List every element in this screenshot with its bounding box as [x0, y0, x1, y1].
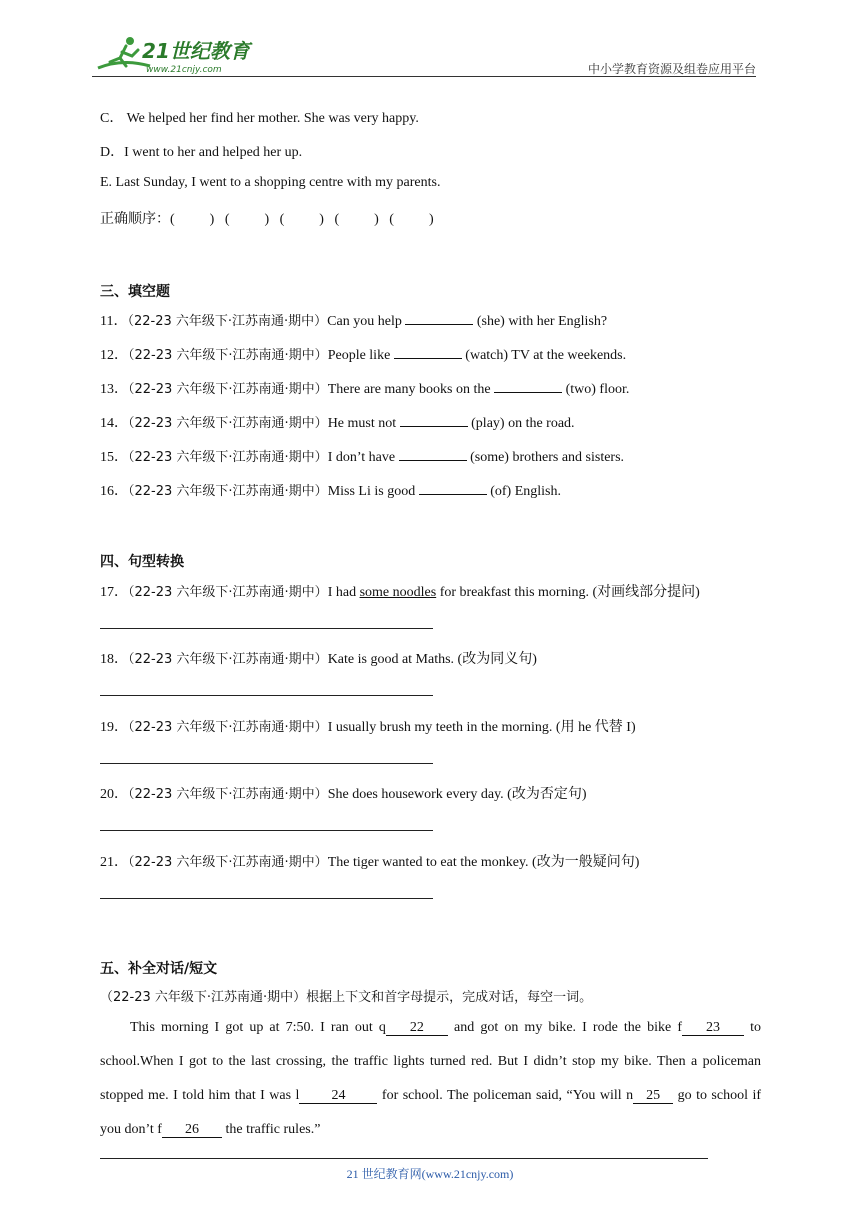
- question-14: [100, 412, 575, 432]
- answer-blank[interactable]: [399, 448, 467, 461]
- question-source: （22-23 六年级下·江苏南通·期中）: [128, 787, 328, 802]
- order-answer: 正确顺序：( ) ( ) ( ) ( ) ( ): [100, 212, 434, 227]
- section-5-instruction: （22-23 六年级下·江苏南通·期中）根据上下文和首字母提示，完成对话，每空一词。: [100, 990, 593, 1005]
- answer-blank[interactable]: [405, 312, 473, 325]
- question-number: 16．: [100, 484, 128, 499]
- passage-text: the traffic rules.”: [221, 1122, 321, 1137]
- question-20: [100, 783, 587, 803]
- question-text: (of) English.: [490, 484, 561, 499]
- question-17: [100, 581, 700, 601]
- question-text: (some) brothers and sisters.: [470, 450, 625, 465]
- question-text: for breakfast this morning. (对画线部分提问): [436, 585, 700, 600]
- question-number: 14．: [100, 416, 128, 431]
- option-e: E. Last Sunday, I went to a shopping centre with my parents.: [100, 175, 441, 190]
- question-text: She does housework every day. (改为否定句): [327, 787, 587, 802]
- question-text: I don’t have: [327, 450, 399, 465]
- answer-line[interactable]: [100, 898, 433, 899]
- passage-text: go to school if you don’t f: [100, 1088, 762, 1137]
- blank-22[interactable]: 22: [386, 1021, 448, 1036]
- platform-name: 中小学教育资源及组卷应用平台: [587, 62, 756, 76]
- question-text: (watch) TV at the weekends.: [465, 348, 627, 363]
- question-source: （22-23 六年级下·江苏南通·期中）: [128, 382, 328, 397]
- option-c: C． We helped her find her mother. She was very happy.: [100, 111, 419, 126]
- logo-title: 21世纪教育: [142, 39, 250, 63]
- option-d: D．I went to her and helped her up.: [100, 145, 303, 160]
- underlined-phrase: some noodles: [359, 585, 437, 600]
- question-number: 20．: [100, 787, 128, 802]
- question-text: He must not: [327, 416, 400, 431]
- blank-23[interactable]: 23: [682, 1021, 744, 1036]
- header-divider: [92, 76, 756, 77]
- passage-text: This morning I got up at 7:50. I ran out q: [130, 1020, 386, 1035]
- section-3-title: 三、填空题: [100, 284, 170, 300]
- section-4-title: 四、句型转换: [100, 554, 184, 570]
- answer-blank[interactable]: [394, 346, 462, 359]
- question-text: (two) floor.: [565, 382, 630, 397]
- question-number: 19．: [100, 720, 128, 735]
- question-source: （22-23 六年级下·江苏南通·期中）: [127, 314, 328, 329]
- answer-line[interactable]: [100, 830, 433, 831]
- blank-25[interactable]: 25: [633, 1089, 673, 1104]
- footer-link[interactable]: 21 世纪教育网(www.21cnjy.com): [346, 1167, 514, 1181]
- question-15: [100, 446, 624, 466]
- question-18: [100, 648, 537, 668]
- question-text: Kate is good at Maths. (改为同义句): [327, 652, 537, 667]
- question-source: （22-23 六年级下·江苏南通·期中）: [128, 348, 328, 363]
- question-text: People like: [327, 348, 394, 363]
- footer-divider: [100, 1158, 708, 1159]
- passage-text: to school.When I got to the last crossing, the traffic lights turned red. But I didn’t stop my bike. Then a policeman stopped me. I told him that I was l: [100, 1020, 761, 1103]
- question-13: [100, 378, 629, 398]
- question-number: 18．: [100, 652, 128, 667]
- question-12: [100, 344, 626, 364]
- passage-text: and got on my bike. I rode the bike f: [447, 1020, 682, 1035]
- question-number: 11．: [100, 314, 128, 329]
- question-text: I had: [327, 585, 360, 600]
- question-number: 21．: [100, 855, 128, 870]
- question-text: (play) on the road.: [471, 416, 575, 431]
- question-text: Miss Li is good: [327, 484, 419, 499]
- passage: [100, 1011, 761, 1147]
- question-text: Can you help: [327, 314, 406, 329]
- question-number: 12．: [100, 348, 128, 363]
- section-5-title: 五、补全对话/短文: [100, 961, 218, 977]
- logo-url: www.21cnjy.com: [146, 65, 222, 75]
- answer-line[interactable]: [100, 628, 433, 629]
- question-source: （22-23 六年级下·江苏南通·期中）: [128, 720, 328, 735]
- question-text: There are many books on the: [327, 382, 495, 397]
- question-21: [100, 851, 639, 871]
- answer-blank[interactable]: [419, 482, 487, 495]
- question-text: (she) with her English?: [476, 314, 608, 329]
- question-source: （22-23 六年级下·江苏南通·期中）: [128, 450, 328, 465]
- question-11: [100, 310, 607, 330]
- question-source: （22-23 六年级下·江苏南通·期中）: [128, 652, 328, 667]
- passage-text: for school. The policeman said, “You will n: [377, 1088, 634, 1103]
- blank-26[interactable]: 26: [162, 1123, 222, 1138]
- question-source: （22-23 六年级下·江苏南通·期中）: [128, 585, 328, 600]
- question-source: （22-23 六年级下·江苏南通·期中）: [128, 484, 328, 499]
- question-source: （22-23 六年级下·江苏南通·期中）: [128, 416, 328, 431]
- answer-blank[interactable]: [494, 380, 562, 393]
- question-number: 13．: [100, 382, 128, 397]
- question-number: 17．: [100, 585, 128, 600]
- answer-line[interactable]: [100, 763, 433, 764]
- page-header: [92, 30, 756, 78]
- blank-24[interactable]: 24: [299, 1089, 377, 1104]
- question-source: （22-23 六年级下·江苏南通·期中）: [128, 855, 328, 870]
- question-16: [100, 480, 561, 500]
- question-19: [100, 716, 636, 736]
- answer-line[interactable]: [100, 695, 433, 696]
- question-text: The tiger wanted to eat the monkey. (改为一般疑问句): [327, 855, 640, 870]
- question-text: I usually brush my teeth in the morning. (用 he 代替 I): [327, 720, 636, 735]
- question-number: 15．: [100, 450, 128, 465]
- answer-blank[interactable]: [400, 414, 468, 427]
- site-logo: [92, 32, 262, 78]
